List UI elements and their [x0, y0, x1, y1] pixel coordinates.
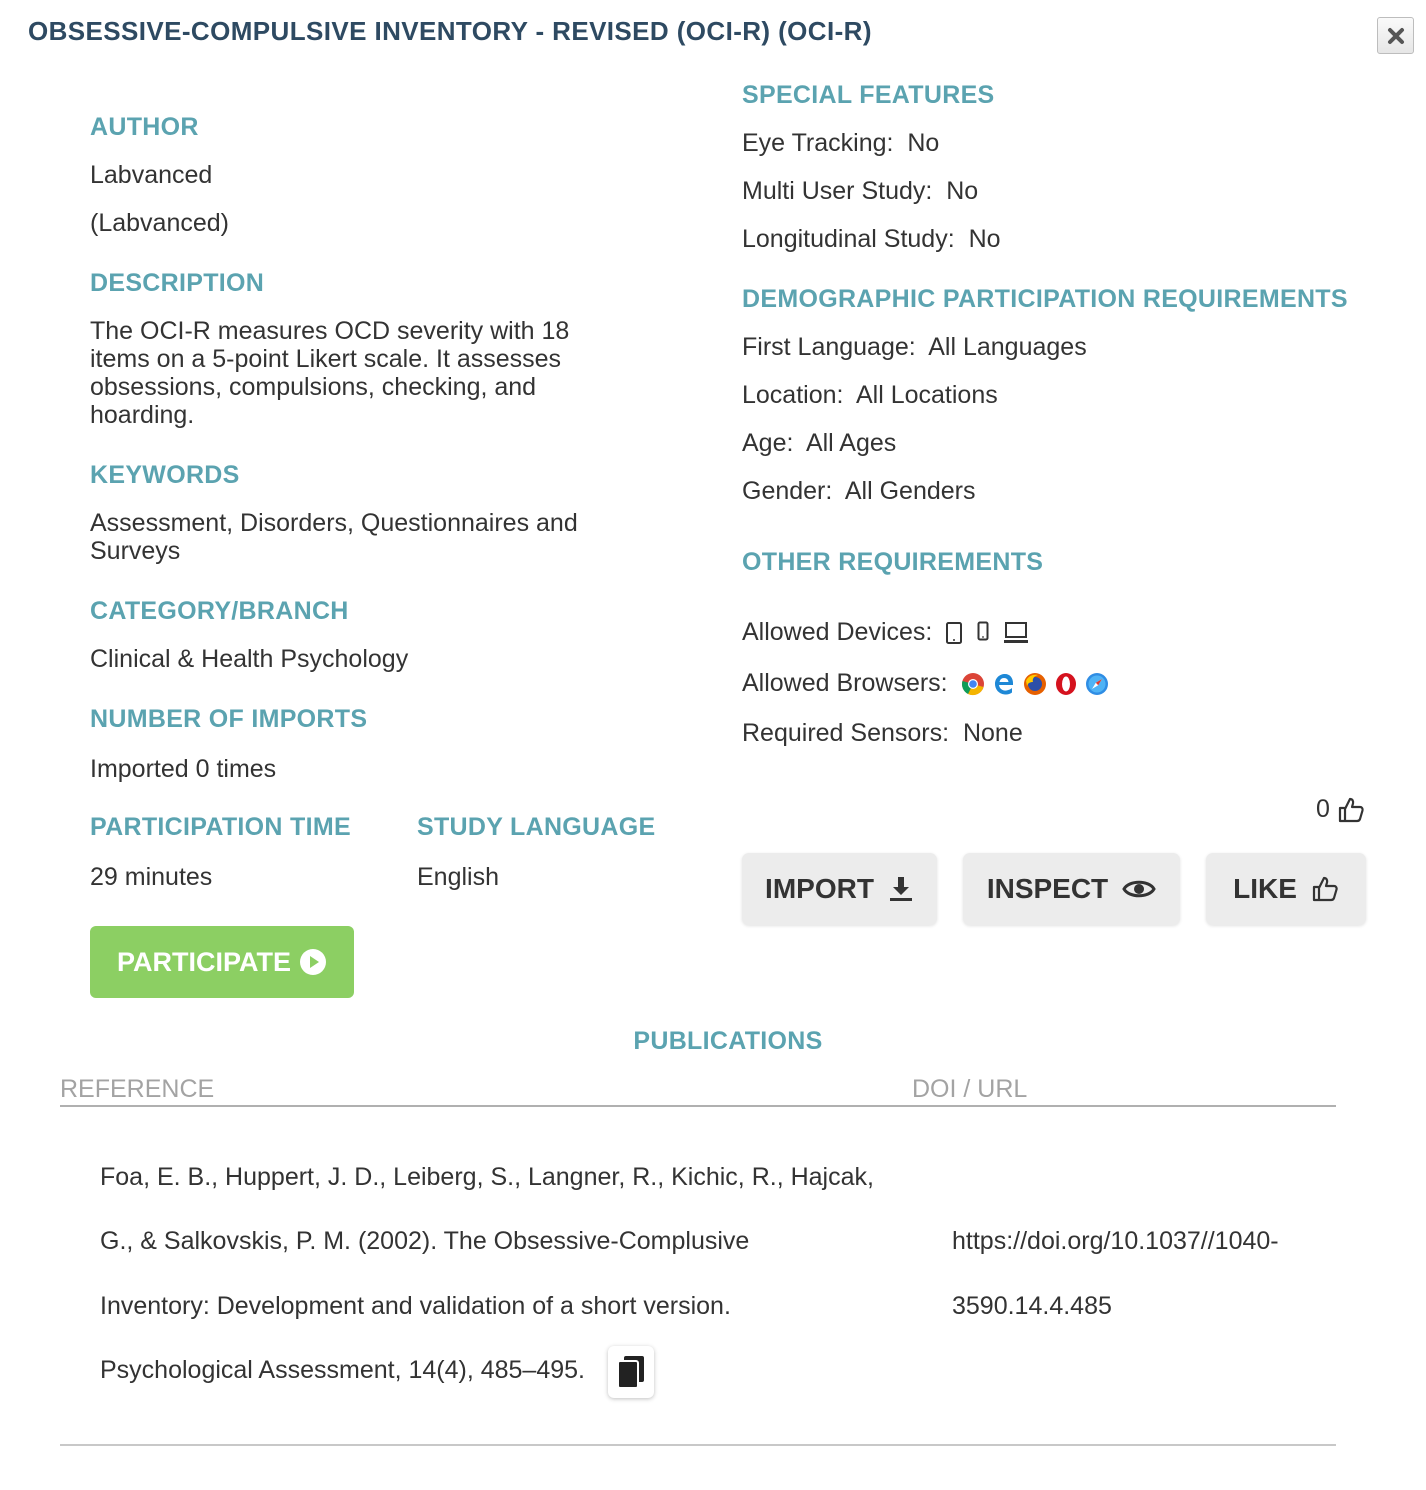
keywords-text: Assessment, Disorders, Questionnaires and Surveys [90, 509, 578, 565]
demographic-location [742, 381, 998, 410]
play-circle-icon [299, 948, 327, 976]
like-counter [1316, 795, 1365, 824]
keywords-heading: KEYWORDS [90, 461, 240, 489]
demographic-label: Location: [742, 381, 844, 409]
required-sensors-label: Required Sensors: [742, 719, 950, 747]
eye-icon [1122, 877, 1156, 901]
author-heading: AUTHOR [90, 113, 199, 141]
allowed-browsers [742, 669, 1109, 698]
doi-link[interactable]: 3590.14.4.485 [952, 1292, 1112, 1320]
firefox-icon [1023, 672, 1047, 696]
demographic-label: Age: [742, 429, 794, 457]
allowed-devices [742, 618, 1029, 647]
feature-value: No [968, 225, 1001, 253]
allowed-browsers-label: Allowed Browsers: [742, 669, 948, 697]
feature-eye-tracking [742, 129, 939, 158]
demographic-age [742, 429, 896, 458]
thumbs-up-icon [1337, 796, 1365, 824]
like-button[interactable] [1206, 853, 1366, 925]
participate-label: PARTICIPATE [117, 946, 291, 977]
category-text: Clinical & Health Psychology [90, 645, 409, 673]
opera-icon [1054, 672, 1078, 696]
feature-longitudinal [742, 225, 1001, 254]
close-icon [1386, 26, 1406, 46]
like-label: LIKE [1233, 873, 1297, 904]
author-name: Labvanced [90, 161, 213, 189]
doi-column-header: DOI / URL [912, 1075, 1028, 1103]
demographic-label: First Language: [742, 333, 916, 361]
feature-label: Multi User Study: [742, 177, 933, 205]
category-heading: CATEGORY/BRANCH [90, 597, 349, 625]
other-requirements-heading: OTHER REQUIREMENTS [742, 548, 1044, 576]
like-count: 0 [1316, 795, 1330, 823]
reference-line: Inventory: Development and validation of a short version. [100, 1292, 731, 1320]
feature-multi-user [742, 177, 978, 206]
inspect-label: INSPECT [986, 873, 1109, 904]
imports-heading: NUMBER OF IMPORTS [90, 705, 368, 733]
participation-time-heading: PARTICIPATION TIME [90, 813, 351, 841]
copy-reference-button[interactable] [608, 1346, 654, 1398]
allowed-devices-label: Allowed Devices: [742, 618, 933, 646]
demographic-language [742, 333, 1087, 362]
feature-label: Eye Tracking: [742, 129, 894, 157]
demographic-value: All Languages [928, 333, 1087, 361]
close-button[interactable] [1377, 17, 1414, 54]
reference-line: G., & Salkovskis, P. M. (2002). The Obsessive-Complusive [100, 1227, 750, 1255]
thumbs-up-icon [1311, 875, 1339, 903]
description-heading: DESCRIPTION [90, 269, 265, 297]
publications-heading: PUBLICATIONS [633, 1027, 823, 1055]
participation-time-value: 29 minutes [90, 863, 213, 891]
demographic-value: All Genders [844, 477, 976, 505]
demographic-value: All Locations [855, 381, 998, 409]
download-icon [888, 875, 914, 903]
safari-icon [1085, 672, 1109, 696]
study-language-heading: STUDY LANGUAGE [417, 813, 656, 841]
reference-line: Foa, E. B., Huppert, J. D., Leiberg, S., Langner, R., Kichic, R., Hajcak, [100, 1163, 874, 1191]
special-features-heading: SPECIAL FEATURES [742, 81, 995, 109]
edge-icon [992, 672, 1016, 696]
table-bottom-divider [60, 1444, 1336, 1446]
phone-icon [977, 621, 989, 641]
demographic-gender [742, 477, 975, 506]
desktop-icon [1003, 621, 1029, 645]
description-text: The OCI-R measures OCD severity with 18 items on a 5-point Likert scale. It assesses obsessions, compulsions, checking, and hoarding. [90, 317, 570, 429]
feature-label: Longitudinal Study: [742, 225, 955, 253]
author-org: (Labvanced) [90, 209, 229, 237]
imports-text: Imported 0 times [90, 755, 277, 783]
demographic-value: All Ages [805, 429, 897, 457]
study-language-value: English [417, 863, 499, 891]
tablet-icon [945, 621, 963, 645]
demographic-heading: DEMOGRAPHIC PARTICIPATION REQUIREMENTS [742, 285, 1348, 313]
doi-link[interactable]: https://doi.org/10.1037//1040- [952, 1227, 1279, 1255]
feature-value: No [946, 177, 979, 205]
table-header-divider [60, 1105, 1336, 1107]
import-button[interactable] [742, 853, 937, 925]
reference-line: Psychological Assessment, 14(4), 485–495. [100, 1356, 585, 1384]
participate-button[interactable] [90, 926, 354, 998]
required-sensors [742, 719, 1023, 748]
demographic-label: Gender: [742, 477, 833, 505]
page-title: OBSESSIVE-COMPULSIVE INVENTORY - REVISED (OCI-R) (OCI-R) [28, 16, 872, 46]
import-label: IMPORT [765, 873, 874, 904]
reference-column-header: REFERENCE [60, 1075, 215, 1103]
copy-icon [617, 1355, 645, 1389]
required-sensors-value: None [962, 719, 1023, 747]
feature-value: No [907, 129, 940, 157]
inspect-button[interactable] [963, 853, 1180, 925]
chrome-icon [961, 672, 985, 696]
